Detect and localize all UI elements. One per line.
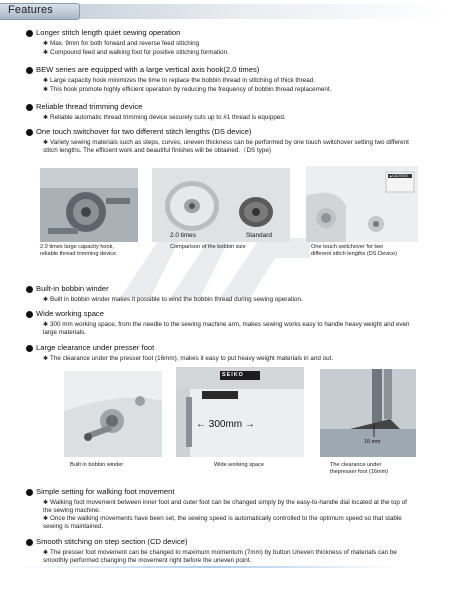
bullet-icon <box>26 286 33 293</box>
dimension-label: ← 300mm → <box>196 419 255 430</box>
photo-bobbin-comparison <box>152 168 290 242</box>
section-title: Longer stitch length quiet sewing operation <box>36 28 181 37</box>
section-title: One touch switchover for two different stitch lengths (DS device) <box>36 127 252 136</box>
asterisk-icon: ✱ <box>43 550 49 556</box>
bullet-icon <box>26 489 33 496</box>
section-title: Large clearance under presser foot <box>36 343 155 352</box>
section-note: ✱ Large capacity hook minimizes the time to replace the bobbin thread in stitching of thick thread. <box>43 77 315 84</box>
section-note: ✱ The presser foot movement can be changed to maximum momentum (7mm) by button Uneven thickness of materials can be smoothly performed changing the movement right before the uneven point. <box>43 549 397 564</box>
photo-caption: Comparison of the bobbin size <box>170 244 246 250</box>
bullet-icon <box>26 345 33 352</box>
asterisk-icon: ✱ <box>43 322 49 328</box>
footer-divider <box>20 566 400 568</box>
section-title: Simple setting for walking foot movement <box>36 487 175 496</box>
photo-hook-trimmer <box>40 168 138 242</box>
section-note: ✱ This hook promote highly efficient operation by reducing the frequency of bobbin thread replacement. <box>43 86 332 93</box>
section-title: Wide working space <box>36 309 104 318</box>
asterisk-icon: ✱ <box>43 78 49 84</box>
asterisk-icon: ✱ <box>43 356 49 362</box>
photo-wide-space <box>176 367 304 457</box>
brand-plate: SEIKO <box>222 372 244 378</box>
photo-presser-foot <box>320 369 416 457</box>
photo-ds-device <box>306 166 418 242</box>
asterisk-icon: ✱ <box>43 115 49 121</box>
asterisk-icon: ✱ <box>43 41 49 47</box>
section-title: Reliable thread trimming device <box>36 102 143 111</box>
section-title: Smooth stitching on step section (CD device) <box>36 537 188 546</box>
bobbin-label-standard: Standard <box>246 232 272 239</box>
asterisk-icon: ✱ <box>43 500 49 506</box>
section-note: ✱ Max. 9mm for both forward and reverse feed stitching <box>43 40 200 47</box>
photo-caption: Wide working space <box>214 462 265 468</box>
bullet-icon <box>26 129 33 136</box>
bullet-icon <box>26 30 33 37</box>
section-note: ✱ Built in bobbin winder makes it possible to wind the bobbin thread during sewing operation. <box>43 296 303 303</box>
photo-caption: 2.0 times large capacity hook, reliable thread trimming device <box>40 244 117 257</box>
photo-caption: The clearance under thepresser foot (16mm) <box>330 462 389 475</box>
section-note: ✱ Once the walking movements have been set, the sewing speed is automatically controlled to the optimum speed so that stable sewing is maintained. <box>43 515 402 530</box>
section-note: ✱ The clearance under the presser foot (16mm), makes it easy to put heavy weight materials in and out. <box>43 355 334 362</box>
section-note: ✱ Variety sewing materials such as steps, curves, uneven thickness can be performed by one touch switchover setting two different stitch lengths. The efficient work and beautiful finishes will be obtained.（DS type) <box>43 139 409 154</box>
bobbin-label-large: 2.0 times <box>170 232 196 239</box>
asterisk-icon: ✱ <box>43 87 49 93</box>
photo-bobbin-winder <box>64 371 162 457</box>
clearance-label: 16 mm <box>364 439 381 445</box>
photo-caption: Built in bobbin winder <box>70 462 124 468</box>
asterisk-icon: ✱ <box>43 516 49 522</box>
bullet-icon <box>26 104 33 111</box>
bullet-icon <box>26 311 33 318</box>
section-title: BEW series are equipped with a large vertical axis hook(2.0 times) <box>36 65 260 74</box>
section-note: ✱ Walking foot movement between inner foot and outer foot can be changed simply by the easy-to-handle dial located at the top of the sewing machine. <box>43 499 407 514</box>
section-title: Built-in bobbin winder <box>36 284 109 293</box>
caution-plate: ▲CAUTION <box>389 174 408 178</box>
asterisk-icon: ✱ <box>43 297 49 303</box>
bullet-icon <box>26 67 33 74</box>
asterisk-icon: ✱ <box>43 50 49 56</box>
section-note: ✱ 300 mm working space, from the needle to the sewing machine arm, makes sewing works easy to handle heavy weight and even large materials. <box>43 321 410 336</box>
photo-caption: One touch switchover for two different stitch lengths (DS Device) <box>311 244 398 257</box>
asterisk-icon: ✱ <box>43 140 49 146</box>
section-note: ✱ Compound feed and walking foot for positive stitching formation. <box>43 49 229 56</box>
section-note: ✱ Reliable automatic thread trimming device securely cuts up to #1 thread is equipped. <box>43 114 286 121</box>
features-header <box>0 0 450 22</box>
bullet-icon <box>26 539 33 546</box>
page-title: Features <box>8 4 54 16</box>
